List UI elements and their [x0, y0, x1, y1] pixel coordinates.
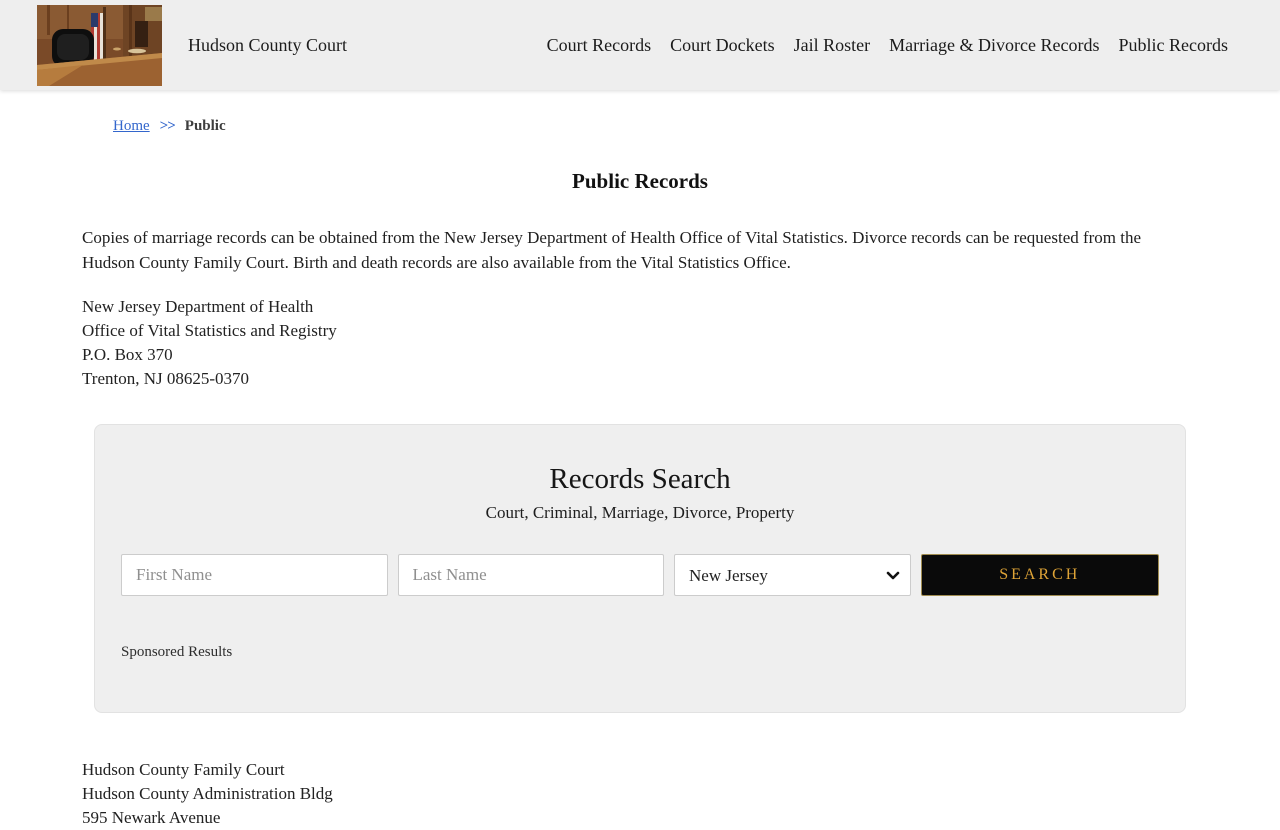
vital-statistics-address [82, 295, 1280, 391]
state-select-wrap [674, 554, 911, 596]
nav-court-records[interactable]: Court Records [546, 34, 652, 55]
header [0, 0, 1280, 90]
page-title: Public Records [572, 169, 708, 193]
records-search-title: Records Search [549, 463, 731, 495]
address-line: Hudson County Administration Bldg [82, 784, 333, 803]
intro-paragraph: Copies of marriage records can be obtained from the New Jersey Department of Health Office of Vital Statistics. Divorce records can be requested from the Hudson County Family Court. Birth and death records are also available from the Vital Statistics Office. [82, 228, 1142, 272]
last-name-input[interactable] [398, 554, 665, 596]
first-name-input[interactable] [121, 554, 388, 596]
records-search-panel [94, 424, 1186, 713]
nav-court-dockets[interactable]: Court Dockets [670, 34, 775, 55]
search-form-row [121, 554, 1159, 596]
family-court-address [82, 758, 1280, 830]
breadcrumb-separator: >> [159, 118, 175, 134]
main-nav [547, 35, 1228, 56]
sponsored-results-label: Sponsored Results [121, 644, 233, 660]
breadcrumb [113, 118, 1280, 135]
search-button[interactable]: SEARCH [921, 554, 1160, 596]
nav-marriage-divorce-records[interactable]: Marriage & Divorce Records [889, 34, 1100, 55]
nav-public-records[interactable]: Public Records [1118, 34, 1228, 55]
state-select[interactable] [674, 554, 911, 596]
records-search-subtitle: Court, Criminal, Marriage, Divorce, Property [485, 503, 795, 522]
breadcrumb-current: Public [184, 118, 226, 134]
courtroom-logo-image [37, 5, 162, 86]
address-line: Office of Vital Statistics and Registry [82, 321, 337, 340]
address-line: New Jersey Department of Health [82, 297, 314, 316]
nav-jail-roster[interactable]: Jail Roster [793, 34, 871, 55]
site-title: Hudson County Court [188, 34, 348, 55]
address-line: 595 Newark Avenue [82, 808, 221, 827]
address-line: Trenton, NJ 08625-0370 [82, 369, 250, 388]
address-line: Hudson County Family Court [82, 760, 285, 779]
address-line: P.O. Box 370 [82, 345, 173, 364]
breadcrumb-home-link[interactable]: Home [113, 118, 150, 134]
